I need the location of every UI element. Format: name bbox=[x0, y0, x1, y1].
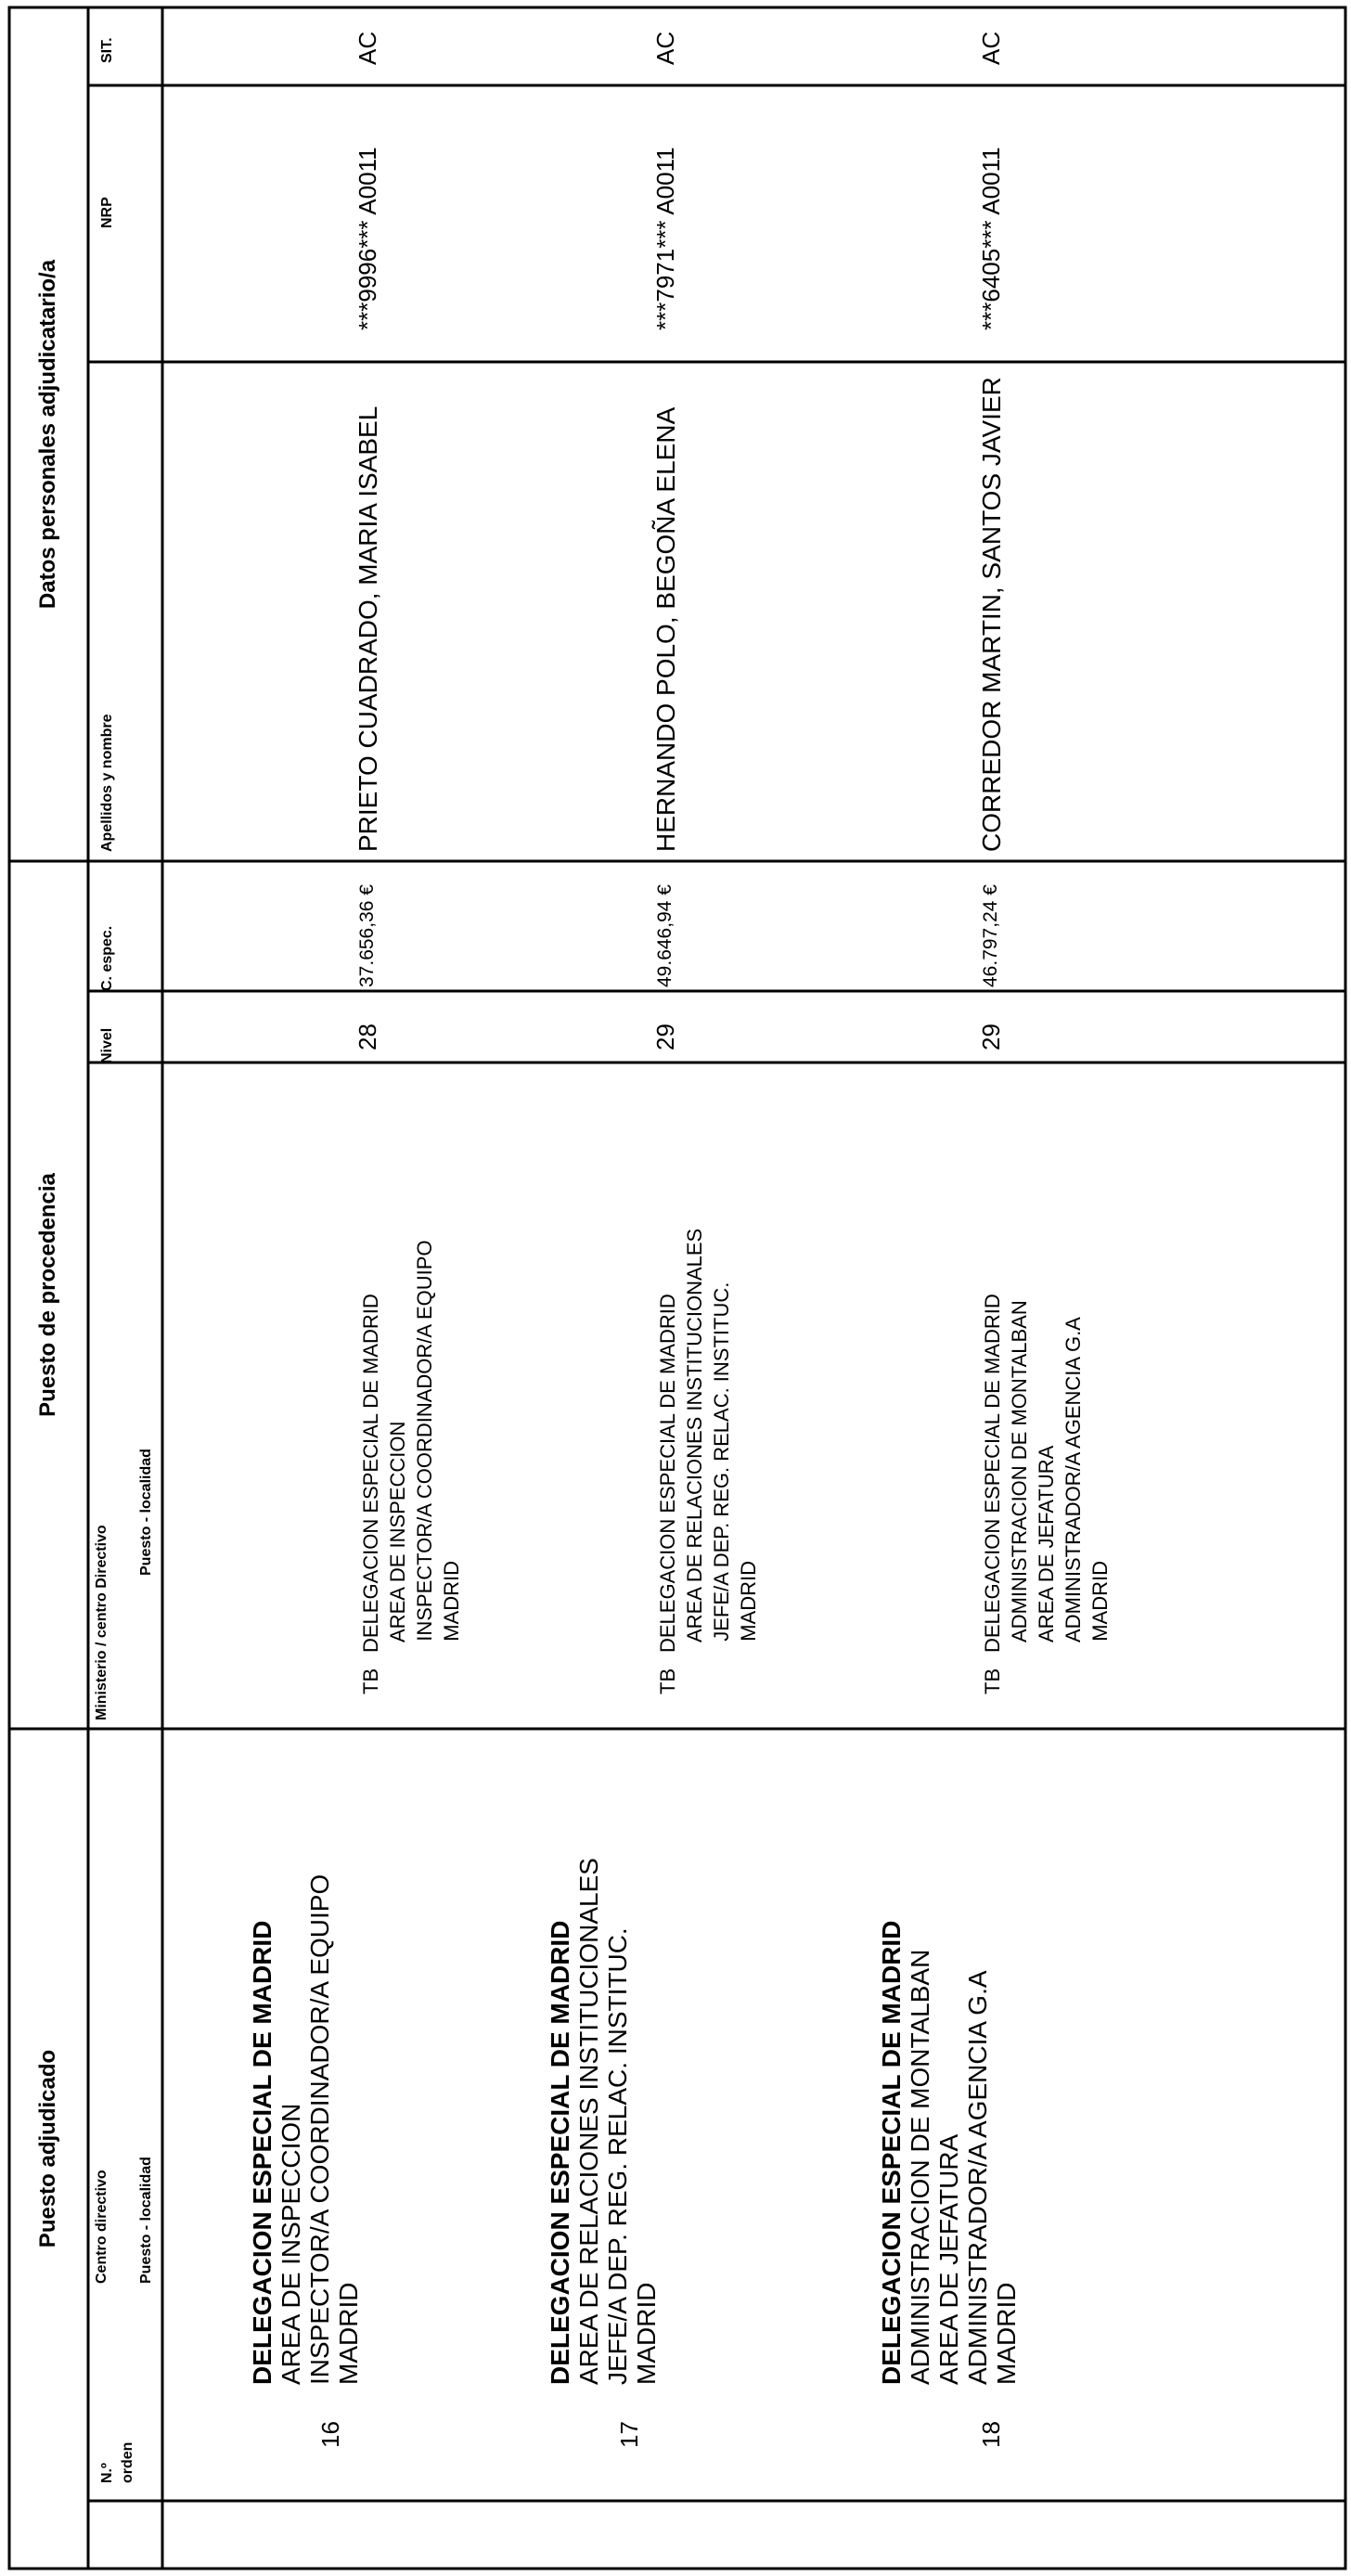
header-puesto-procedencia: Puesto de procedencia bbox=[35, 1173, 60, 1417]
adj-centro-cell: DELEGACION ESPECIAL DE MADRID bbox=[877, 1920, 906, 2385]
nombre-cell: CORREDOR MARTIN, SANTOS JAVIER bbox=[977, 377, 1006, 852]
adj-puesto-cell: ADMINISTRACION DE MONTALBAN AREA DE JEFATURA ADMINISTRADOR/A AGENCIA G.A MADRID bbox=[906, 1949, 1021, 2385]
sit-cell: AC bbox=[977, 31, 1005, 65]
header-apellidos: Apellidos y nombre bbox=[99, 714, 115, 852]
adj-centro-cell: DELEGACION ESPECIAL DE MADRID bbox=[248, 1920, 277, 2385]
orden-cell: 18 bbox=[977, 2421, 1005, 2448]
header-nrp: NRP bbox=[99, 197, 115, 228]
proc-puesto-cell: DELEGACION ESPECIAL DE MADRID ADMINISTRACION DE MONTALBAN AREA DE JEFATURA ADMINISTRADOR/A AGENCIA G.A MADRID bbox=[981, 1294, 1112, 1653]
c-espec-cell: 46.797,24 € bbox=[980, 884, 1001, 987]
proc-ministerio-cell: TB bbox=[981, 1668, 1004, 1694]
adj-puesto-cell: AREA DE INSPECCION INSPECTOR/A COORDINADOR/A EQUIPO MADRID bbox=[277, 1874, 363, 2385]
header-n-orden-2: orden bbox=[120, 2441, 135, 2483]
nombre-cell: PRIETO CUADRADO, MARIA ISABEL bbox=[354, 406, 382, 852]
header-puesto-localidad-2: Puesto - localidad bbox=[138, 1449, 154, 1576]
header-puesto-adjudicado: Puesto adjudicado bbox=[35, 2049, 60, 2248]
adj-centro-cell: DELEGACION ESPECIAL DE MADRID bbox=[546, 1920, 574, 2385]
nivel-cell: 29 bbox=[977, 1024, 1005, 1050]
header-nivel: Nivel bbox=[99, 1027, 115, 1063]
sit-cell: AC bbox=[651, 31, 679, 65]
header-c-espec: C. espec. bbox=[99, 925, 115, 991]
orden-cell: 17 bbox=[615, 2421, 643, 2448]
nivel-cell: 28 bbox=[354, 1024, 381, 1050]
c-espec-cell: 37.656,36 € bbox=[356, 884, 378, 987]
nrp-cell: ***9996*** A0011 bbox=[354, 147, 381, 330]
nombre-cell: HERNANDO POLO, BEGOÑA ELENA bbox=[651, 406, 680, 852]
header-puesto-localidad: Puesto - localidad bbox=[138, 2157, 154, 2284]
proc-puesto-cell: DELEGACION ESPECIAL DE MADRID AREA DE INSPECCION INSPECTOR/A COORDINADOR/A EQUIPO MADRID bbox=[359, 1240, 463, 1653]
proc-ministerio-cell: TB bbox=[656, 1668, 679, 1694]
nivel-cell: 29 bbox=[651, 1024, 679, 1050]
sit-cell: AC bbox=[354, 31, 381, 65]
nrp-cell: ***7971*** A0011 bbox=[651, 147, 679, 330]
header-centro-directivo: Centro directivo bbox=[94, 2170, 109, 2284]
header-n-orden: N.º bbox=[99, 2463, 115, 2483]
header-ministerio-centro: Ministerio / centro Directivo bbox=[94, 1525, 109, 1720]
header-sit: SIT. bbox=[99, 37, 115, 63]
proc-ministerio-cell: TB bbox=[359, 1668, 382, 1694]
proc-puesto-cell: DELEGACION ESPECIAL DE MADRID AREA DE RELACIONES INSTITUCIONALES JEFE/A DEP. REG. RELAC. INSTITUC. MADRID bbox=[656, 1228, 760, 1653]
nrp-cell: ***6405*** A0011 bbox=[977, 147, 1005, 330]
adj-puesto-cell: AREA DE RELACIONES INSTITUCIONALES JEFE/A DEP. REG. RELAC. INSTITUC. MADRID bbox=[574, 1858, 661, 2385]
c-espec-cell: 49.646,94 € bbox=[654, 884, 676, 987]
header-datos-personales: Datos personales adjudicatario/a bbox=[35, 259, 60, 610]
orden-cell: 16 bbox=[316, 2421, 344, 2448]
